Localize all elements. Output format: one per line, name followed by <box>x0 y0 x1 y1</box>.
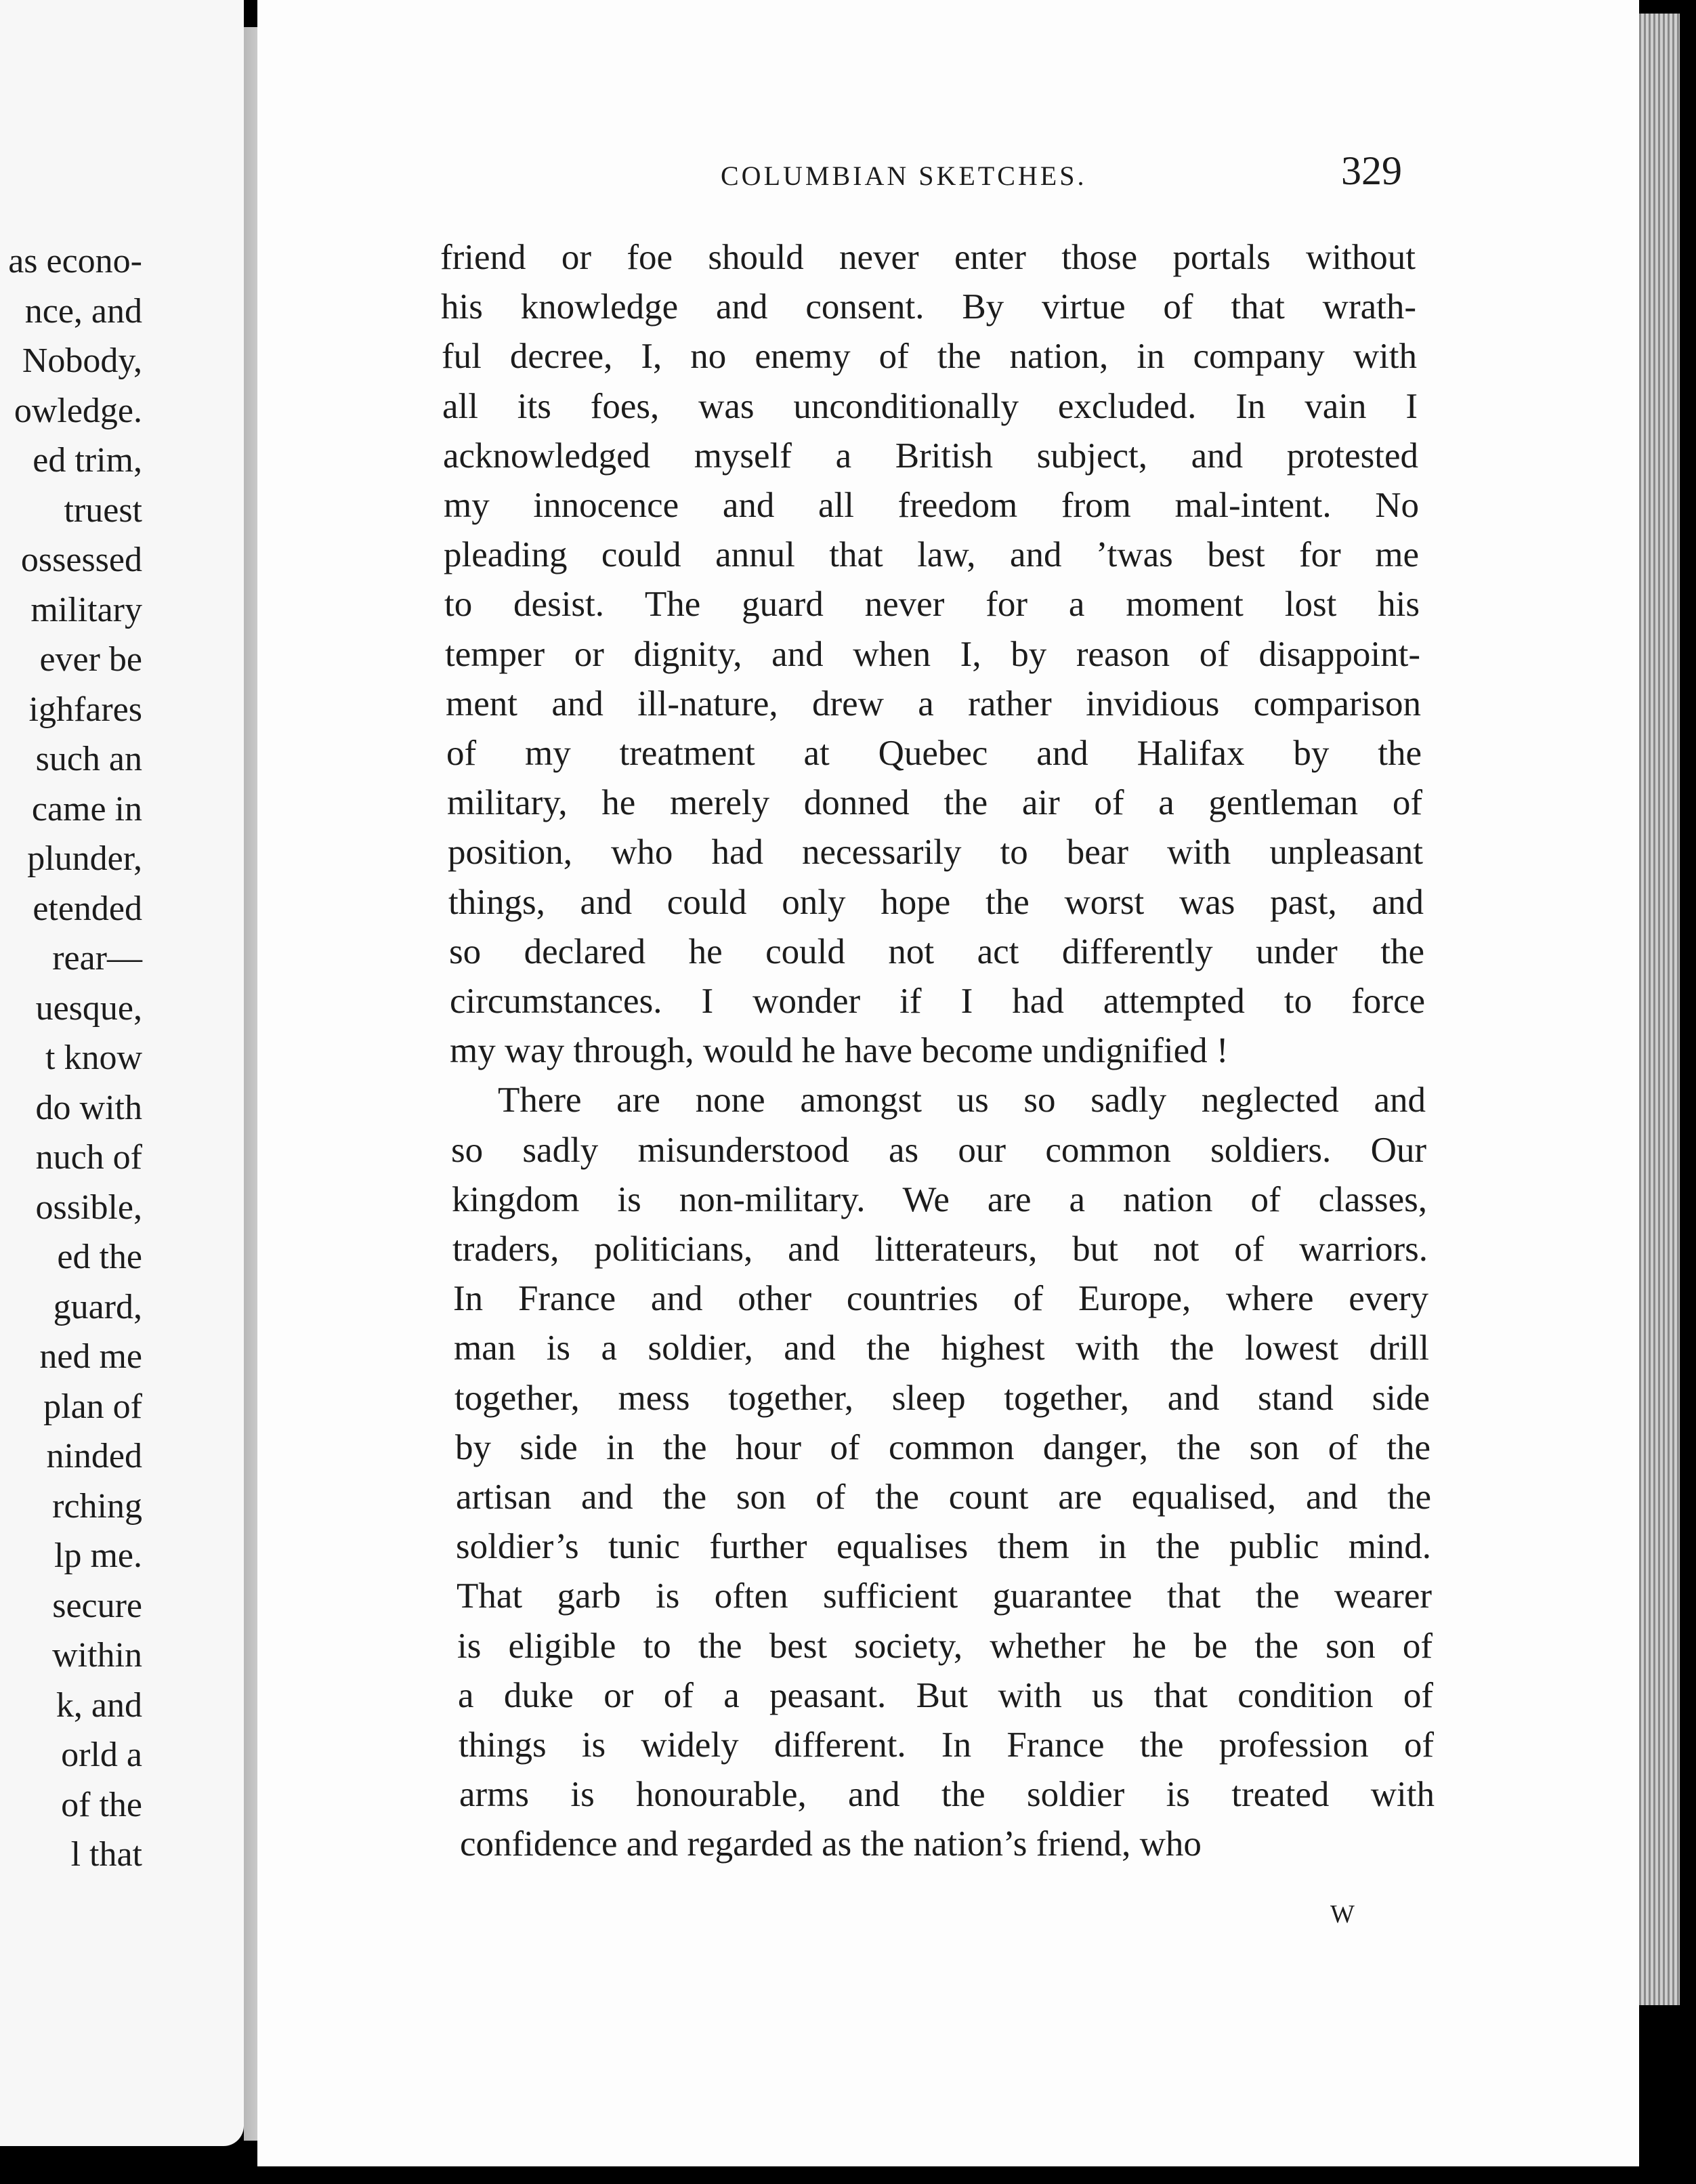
left-page-line: such an <box>35 740 142 778</box>
left-page <box>0 0 244 2146</box>
left-page-line: rching <box>52 1486 142 1526</box>
left-page-line: ed the <box>57 1238 142 1276</box>
body-line: That garb is often sufficient guarantee that the wearer <box>457 1576 1432 1616</box>
left-page-line: t know <box>45 1038 142 1077</box>
body-line: so declared he could not act differently under the <box>449 931 1424 971</box>
body-line: arms is honourable, and the soldier is treated with <box>459 1775 1435 1815</box>
left-page-line: within <box>52 1636 142 1675</box>
body-line: all its foes, was unconditionally excluded. In vain I <box>442 386 1418 426</box>
running-head: COLUMBIAN SKETCHES. <box>721 161 1087 191</box>
left-page-line: ighfares <box>28 690 142 729</box>
body-line: kingdom is non-military. We are a nation of classes, <box>452 1179 1427 1219</box>
body-line: of my treatment at Quebec and Halifax by the <box>446 734 1422 773</box>
left-page-line: of the <box>61 1785 142 1824</box>
page-edges <box>1639 14 1680 2005</box>
body-line: position, who had necessarily to bear with unpleasant <box>448 833 1423 873</box>
left-page-line: nce, and <box>24 291 142 331</box>
body-line: military, he merely donned the air of a gentleman of <box>447 783 1422 823</box>
body-line: a duke or of a peasant. But with us that condition of <box>458 1675 1433 1715</box>
body-line: temper or dignity, and when I, by reason of disappoint- <box>445 634 1420 674</box>
left-page-line: guard, <box>53 1287 142 1326</box>
body-line: ful decree, I, no enemy of the nation, in company with <box>442 337 1417 377</box>
left-page-line: came in <box>31 789 142 828</box>
body-line: things is widely different. In France the profession of <box>459 1725 1434 1765</box>
page-number: 329 <box>1341 148 1402 193</box>
body-line: things, and could only hope the worst was past, and <box>448 882 1424 922</box>
body-line: In France and other countries of Europe, where every <box>453 1279 1428 1319</box>
body-line: by side in the hour of common danger, the son of the <box>455 1427 1430 1467</box>
left-page-line: ned me <box>39 1337 142 1376</box>
left-page-line: owledge. <box>14 391 142 430</box>
left-page-line: etended <box>33 889 142 928</box>
body-line: ment and ill-nature, drew a rather invidious comparison <box>446 684 1421 723</box>
left-page-line: plunder, <box>27 839 142 878</box>
body-line: his knowledge and consent. By virtue of that wrath- <box>441 287 1416 327</box>
body-line: my way through, would he have become undignified ! <box>450 1031 1229 1071</box>
left-page-line: ossible, <box>35 1188 142 1227</box>
signature-mark: W <box>1330 1900 1355 1929</box>
left-page-line: Nobody, <box>22 341 142 380</box>
body-line: artisan and the son of the count are equalised, and the <box>456 1477 1431 1517</box>
body-line: friend or foe should never enter those portals without <box>440 238 1416 277</box>
body-line: so sadly misunderstood as our common soldiers. Our <box>451 1130 1426 1170</box>
left-page-line: ever be <box>39 640 142 679</box>
right-page <box>257 0 1639 2166</box>
left-page-line: military <box>30 590 142 629</box>
body-line: acknowledged myself a British subject, and protested <box>443 436 1418 476</box>
left-page-line: nuch of <box>35 1138 142 1177</box>
left-page-line: uesque, <box>35 988 142 1028</box>
left-page-line: do with <box>35 1088 142 1127</box>
body-line: to desist. The guard never for a moment lost his <box>444 585 1420 625</box>
left-page-line: ossessed <box>20 541 142 579</box>
body-line: There are none amongst us so sadly neglected and <box>498 1080 1426 1120</box>
body-line: soldier’s tunic further equalises them in the public mind. <box>456 1527 1431 1567</box>
body-line: my innocence and all freedom from mal-intent. No <box>444 486 1419 525</box>
left-page-line: orld a <box>61 1736 142 1774</box>
left-page-line: as econo- <box>8 242 142 280</box>
body-line: circumstances. I wonder if I had attempted to force <box>450 982 1425 1021</box>
body-line: man is a soldier, and the highest with the lowest drill <box>454 1328 1429 1368</box>
left-page-line: k, and <box>56 1685 142 1725</box>
left-page-line: truest <box>64 490 142 530</box>
left-page-line: rear— <box>52 939 142 978</box>
left-page-line: ed trim, <box>33 441 142 480</box>
body-line: is eligible to the best society, whether he be the son of <box>457 1626 1433 1666</box>
body-line: together, mess together, sleep together, and stand side <box>454 1378 1430 1418</box>
left-page-line: ninded <box>46 1437 142 1475</box>
left-page-line: secure <box>52 1586 142 1625</box>
left-page-line: lp me. <box>54 1536 142 1575</box>
left-page-line: l that <box>70 1835 142 1874</box>
left-page-line: plan of <box>43 1387 142 1426</box>
body-line: traders, politicians, and litterateurs, but not of warriors. <box>452 1230 1428 1269</box>
body-line: confidence and regarded as the nation’s friend, who <box>460 1824 1202 1864</box>
body-line: pleading could annul that law, and ’twas best for me <box>444 535 1419 575</box>
